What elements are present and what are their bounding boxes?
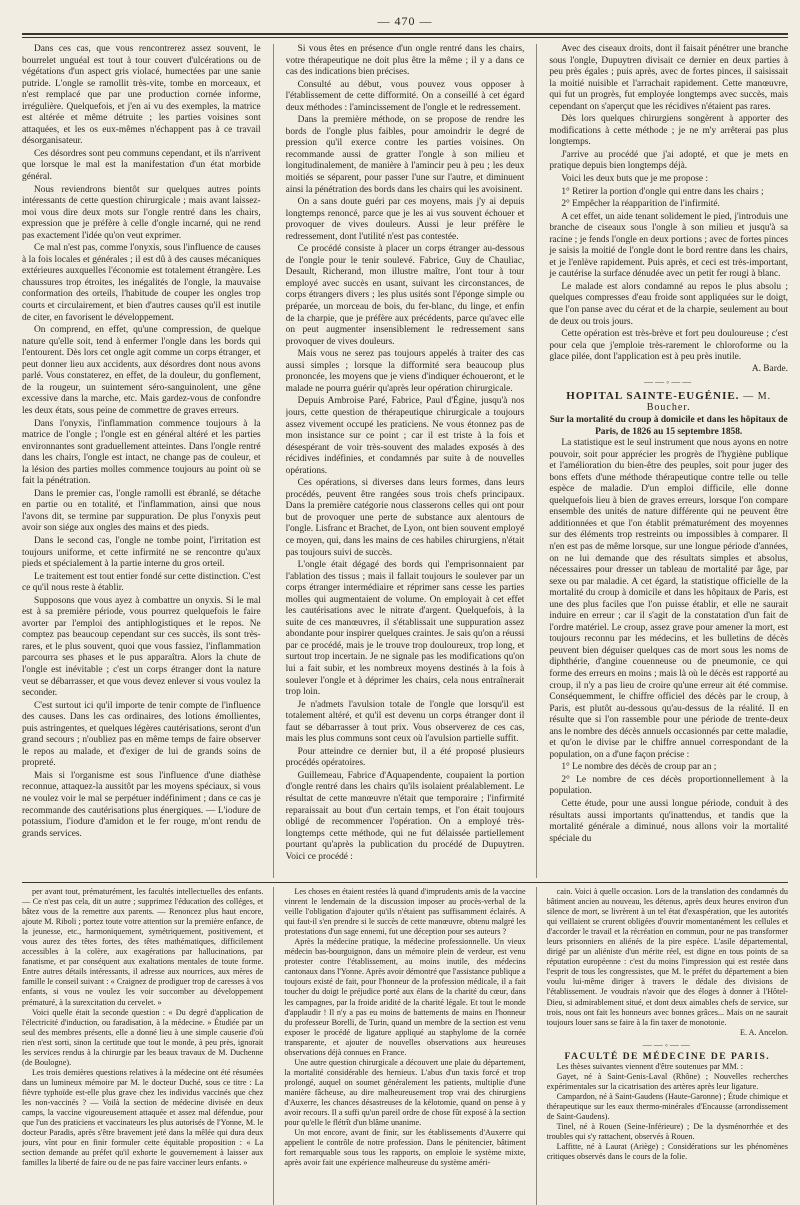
paragraph: Dans le second cas, l'ongle ne tombe point, l'irritation est toujours uniforme, et cette infirmité ne se rencontre qu'aux pieds et spécialement à la partie interne du gros orteil. bbox=[22, 535, 261, 570]
paragraph: Depuis Ambroise Paré, Fabrice, Paul d'Égine, jusqu'à nos jours, cette question de thérapeutique chirurgicale a toujours assez vivement occupé les praticiens. Ne vous étonnez pas de mon insistance sur ce point ; car il est triste à la fois et désespérant de voir très-souvent des malades exposés à des récidives indéfinies, et condamnés par suite à de nouvelles opérations. bbox=[285, 396, 525, 476]
paragraph: Je n'admets l'avulsion totale de l'ongle que lorsqu'il est totalement altéré, et qu'il est devenu un corps étranger dont il faut se débarrasser à tout prix. Vous observerez de ces cas, mais les plus communs sont ceux où l'avulsion partielle suffit. bbox=[285, 699, 525, 745]
column-1 bbox=[22, 44, 261, 878]
paragraph: La statistique est le seul instrument que nous ayons en notre pouvoir, soit pour apprécier les progrès de l'hygiène publique et l'amélioration du bien-être des peuples, soit pour juger des bons effets d'une méthode thérapeutique contre telle ou telle espèce de maladie. D'un emploi difficile, elle donne quelquefois lieu à bien de graves erreurs, lorsque l'on compare ensemble des unités de nature différente qui ne peuvent être additionnées et que l'on établit prématurément des moyennes sur des éléments trop restreints ou impossibles à comparer. Il n'en est pas de même lorsque, sur une longue période d'années, on ne lui demande que des résultats simples et absolus, nécessaires pour dresser un tableau de mortalité par âge, par sexe ou par maladie. A cet égard, la statistique officielle de la mortalité du croup à domicile et dans les hôpitaux de Paris, est une des plus faciles que l'on puisse établir, et elle ne saurait induire en erreur ; car il s'agit de la constatation d'un fait de l'ordre matériel. Le croup, assez grave pour amener la mort, est toujours reconnu par les médecins, et les bulletins de décès peuvent bien déguiser quelques cas de mort sous les noms de diphthérie, d'angine couenneuse ou de pneumonie, ce qui forme des erreurs en moins ; mais là où le décès est rapporté au croup, il n'y a pas lieu de croire qu'une erreur ait été commise. Conséquemment, le chiffre officiel des décès par le croup, à Paris, est plutôt au-dessous qu'au-dessus de la réalité. Il en résulte que si l'on rassemble pour une période de trente-deux ans le nombre des décès annuels occasionnés par cette maladie, et qu'on le divise par le chiffre annuel correspondant de la population, on a d'une façon précise : bbox=[549, 438, 788, 760]
paragraph: Dès lors quelques chirurgiens songèrent à apporter des modifications à cette méthode ; je ne m'y arrêterai pas plus longtemps. bbox=[549, 114, 788, 148]
paragraph: per avant tout, prématurément, les facultés intellectuelles des enfants. — Ce n'est pas cela, dit un autre ; supprimez l'éducation des colléges, et bâtez vous de la remettre aux parents. — Renoncez plus haut encore, ajoute M. Riboli ; portez toute votre attention sur la première enfance, de la jeunesse, etc., harmoniquement, symétriquement, positivement, et vous aurez des têtes fortes, des têtes mathématiques, difficilement accessibles à la colère, aux exagérations par hallucinations, par fanatisme, et par conséquent aux exaltations mentales de toute forme. Entre autres détails intéressants, il adresse aux nourrices, aux mères de famille le conseil suivant : « Craignez de prodiguer trop de caresses à vos enfants, si vous ne voulez les voir succomber au développement prématuré, à la surexcitation du cervelet. » bbox=[22, 887, 264, 1007]
paragraph: Dans l'onyxis, l'inflammation commence toujours à la matrice de l'ongle ; l'ongle est en général altéré et les parties environnantes sont graduellement atteintes. Dans l'ongle rentré dans les chairs, l'ongle est intact, ne change pas de couleur, et la lésion des parties molles commence toujours au point où se fait la pénétration. bbox=[22, 418, 261, 487]
feuilleton-rule bbox=[22, 882, 788, 883]
hospital-author: — M. Boucher. bbox=[646, 390, 772, 414]
paragraph: 1° Retirer la portion d'ongle qui entre dans les chairs ; bbox=[561, 186, 764, 197]
paragraph: Dans ces cas, que vous rencontrerez assez souvent, le bourrelet unguéal est tout à tour couvert d'ulcérations ou de végétations d'un aspect gris violacé, humectées par une sanie putride. L'ongle se ramollit très-vite, tombe en morceaux, et n'est remplacé que par une production cornée informe, irrégulière. Quelquefois, et j'en ai vu des exemples, la matrice est altérée et même détruite ; les parties voisines sont attaquées, et les os eux-mêmes n'échappent pas à ce travail désorganisateur. bbox=[22, 44, 261, 147]
paragraph: J'arrive au procédé que j'ai adopté, et que je mets en pratique depuis bien longtemps déjà. bbox=[549, 149, 788, 172]
croup-article-body bbox=[549, 438, 788, 845]
column-divider bbox=[536, 887, 537, 1205]
paragraph: cain. Voici à quelle occasion. Lors de la translation des condamnés du bâtiment ancien au nouveau, les détenus, après deux heures environ d'un silence de mort, se livrèrent à un tel état d'exaspération, que les autorités qui veillaient se crurent obligées d'ouvrir momentanément les cellules et d'accorder le travail et la récréation en commun, pour ne pas transformer leurs prisonniers en aliénés de la pire espèce. L'asile départemental, dirigé par un aliéniste d'un mérite réel, est digne en tous points de sa réputation européenne : c'est du moins l'impression qui est restée dans l'esprit de tous les congressistes, que M. le préfet du département a bien voulu lui-même diriger à travers le dédale des divisions de l'établissement. Je voudrais n'avoir que des éloges à donner à l'Hôtel-Dieu, si admirablement situé, et dont deux aimables chefs de service, sur trois, nous ont fait les honneurs avec bonnes grâces... Mais on ne saurait toujours louer sans se faire à la fin taxer de monotonie. bbox=[546, 887, 788, 1027]
signature-ancelon: E. A. Ancelon. bbox=[740, 1027, 788, 1037]
feuilleton-column-2 bbox=[284, 887, 525, 1205]
paragraph: Cette opération est très-brève et fort peu douloureuse ; c'est pour cela que j'emploie très-rarement le chloroforme ou la glace pilée, dont l'application est à peu près inutile. bbox=[549, 329, 788, 363]
feuilleton-column-1 bbox=[22, 887, 263, 1205]
hospital-title bbox=[549, 391, 788, 414]
paragraph: Gayet, né à Saint-Genis-Laval (Rhône) ; Nouvelles recherches expérimentales sur la cicatrisation des artères après leur ligature. bbox=[546, 1071, 788, 1091]
paragraph: Tinel, né à Rouen (Seine-Inférieure) ; De la dysménorrhée et des troubles qui s'y rattachent, observés à Rouen. bbox=[546, 1122, 788, 1142]
paragraph: Le traitement est tout entier fondé sur cette distinction. C'est ce qu'il nous reste à établir. bbox=[22, 571, 261, 594]
paragraph: C'est surtout ici qu'il importe de tenir compte de l'influence des causes. Dans les cas ordinaires, des lotions émollientes, puis astringentes, et quelques légères cautérisations, seront d'un grand secours ; n'oubliez pas en même temps de faire observer le repos au malade, et d'exiger de lui de grands soins de propreté. bbox=[22, 700, 261, 769]
signature-barde: A. Barde. bbox=[751, 363, 788, 374]
paragraph: On comprend, en effet, qu'une compression, de quelque nature qu'elle soit, tend à enfermer l'ongle dans les bords qui l'entourent. Dès lors cet ongle agit comme un corps étranger, et peut donner lieu aux accidents, aux désordres dont nous avons parlé. Vous constaterez, en effet, de la douleur, du gonflement, de la rougeur, un suintement séro-sanguinolent, une gêne excessive dans la marche, etc. Mais gardez-vous de confondre les deux états, sous peine de commettre de graves erreurs. bbox=[22, 325, 261, 416]
paragraph: Une autre question chirurgicale a découvert une plaie du département, la mortalité considérable des hernieux. L'abus d'un taxis forcé et trop prolongé, auquel on soumet généralement les patients, multiplie d'une manière fâcheuse, au dire malheureusement trop vrai des chirurgiens d'Auxerre, les chances désastreuses de la kélotomie, quand on pense à y avoir recours. Il a suffi qu'un pareil ordre de chose fût exposé à la section pour qu'elle le flétrît d'un blâme unanime. bbox=[284, 1057, 526, 1128]
page-number: — 470 — bbox=[377, 14, 433, 28]
thesis-list bbox=[547, 1062, 788, 1162]
paragraph: Dans la première méthode, on se propose de rendre les bords de l'ongle plus faibles, pour amoindrir le degré de pression qu'il exerce contre les parties voisines. On recommande aussi de gratter l'ongle à son milieu et longitudinalement, de manière à l'amincir peu à peu ; les deux moitiés se séparent, pour passer l'une sur l'autre, et diminuent ainsi la pénétration des bords dans les chairs qui les avoisinent. bbox=[285, 115, 525, 195]
paragraph: 2° Empêcher la réapparition de l'infirmité. bbox=[561, 199, 720, 210]
hospital-name: HOPITAL SAINTE-EUGÉNIE. bbox=[566, 389, 740, 402]
paragraph: Un mot encore, avant de finir, sur les établissements d'Auxerre qui appelient le contrôle de notre profession. Dans le pénitencier, bâtiment fort remarquable sous tous les rapports, on emploie le système mixte, après avoir fait une expérience malheureuse du système améri- bbox=[284, 1128, 526, 1168]
feuilleton-column-3 bbox=[547, 887, 788, 1205]
paragraph: Le malade est alors condamné au repos le plus absolu ; quelques compresses d'eau froide sont appliquées sur le doigt, que l'on panse avec du cérat et de la charpie, seulement au bout de deux ou trois jours. bbox=[549, 281, 788, 327]
faculty-title: FACULTÉ DE MÉDECINE DE PARIS. bbox=[564, 1051, 771, 1062]
paragraph: Ces opérations, si diverses dans leurs formes, dans leurs procédés, peuvent être rangées sous trois chefs principaux. Dans la première catégorie nous classerons celles qui ont pour but de provoquer une perte de substance aux alentours de l'ongle. Lisfranc et Brachet, de Lyon, ont bien souvent employé ce moyen, qui, dans les mains de ces habiles chirurgiens, n'était pas toujours suivi de succès. bbox=[285, 478, 525, 558]
paragraph: Pour atteindre ce dernier but, il a été proposé plusieurs procédés opératoires. bbox=[285, 746, 525, 769]
paragraph: Dans le premier cas, l'ongle ramolli est ébranlé, se détache en partie ou en totalité, et l'inflammation, ainsi que nous l'avons dit, se termine par suppuration. De plus l'onyxis peut avoir son siége aux ongles des mains et des pieds. bbox=[22, 488, 261, 534]
paragraph: Voici quelle était la seconde question : « Du degré d'application de l'électricité d'induction, ou faradisation, à la médecine. » Étudiée par un seul des membres présents, elle a donné lieu à une simple causerie d'où rien n'est sorti, sinon la certitude que tout le monde, à peu près, ignorait les services rendus à la chirurgie par les beaux travaux de M. Duchenne (de Boulogne). bbox=[22, 1007, 264, 1067]
paragraph: Si vous êtes en présence d'un ongle rentré dans les chairs, votre thérapeutique ne doit plus être la même ; il y a dans ce cas des indications bien précises. bbox=[285, 44, 525, 78]
paragraph: Guillemeau, Fabrice d'Aquapendente, coupaient la portion d'ongle rentré dans les chairs qu'ils isolaient préalablement. Le résultat de cette manœuvre n'était que temporaire ; l'infirmité reparaissait au bout d'un certain temps, et l'on était toujours obligé de recommencer l'opération. On a employé très-longtemps cette méthode, qui ne fut délaissée partiellement pourtant qu'après la publication du procédé de Dupuytren. Voici ce procédé : bbox=[285, 770, 525, 862]
paragraph: 1° Le nombre des décès de croup par an ; bbox=[561, 762, 717, 773]
column-divider bbox=[273, 44, 274, 878]
main-columns bbox=[22, 44, 788, 878]
paragraph: Laffitte, né à Laurat (Ariège) ; Considérations sur les phénomènes critiques observés dans le cours de la folie. bbox=[546, 1142, 788, 1162]
barde-article-end bbox=[549, 44, 788, 364]
paragraph: Consulté au début, vous pouvez vous opposer à l'établissement de cette difformité. On a conseillé à cet égard deux méthodes : l'amincissement de l'ongle et le redressement. bbox=[285, 79, 525, 113]
congress-report-end bbox=[547, 887, 788, 1028]
paragraph: Ce procédé consiste à placer un corps étranger au-dessous de l'ongle pour le tenir soulevé. Fabrice, Guy de Chauliac, Desault, Richerand, mon illustre maître, l'ont tour à tour employé avec succès en usant, suivant les circonstances, de corps étrangers divers ; les plus usités sont l'éponge simple ou préparée, un morceau de bois, du fer-blanc, du linge, et enfin de la charpie, que je préfère aux précédents, parce qu'avec elle on peut augmenter insensiblement le redressement sans provoquer de vives douleurs. bbox=[285, 244, 525, 347]
paragraph: 2° Le nombre de ces décès proportionnellement à la population. bbox=[549, 774, 788, 797]
paragraph: A cet effet, un aide tenant solidement le pied, j'introduis une branche de ciseaux sous l'ongle à son milieu et jusqu'à sa racine ; je fends l'ongle en deux portions ; avec de fortes pinces je saisis la moitié de l'ongle dont le bord rentre dans les chairs, et je l'enlève rapidement. Puis après, et ceci est très-important, je cautérise la surface dénudée avec un petit fer rougi à blanc. bbox=[549, 211, 788, 280]
paragraph: Cette étude, pour une aussi longue période, conduit à des résultats aussi importants qu'inattendus, et tandis que la mortalité générale a diminué, nous allons voir la mortalité spéciale du bbox=[549, 799, 788, 844]
paragraph: L'ongle était dégagé des bords qui l'emprisonnaient par l'ablation des tissus ; mais il fallait toujours le soulever par un corps étranger intermédiaire et réprimer sans cesse les parties molles qui augmentaient de volume. On employait à cet effet les cautérisations avec le nitrate d'argent. Quelquefois, à la suite de ces manœuvres, il s'établissait une suppuration assez abondante pour inspirer quelques craintes. Je sais qu'on a réussi par ce procédé, mais je le trouve trop douloureux, trop long, et surtout trop incertain. Je ne signale pas les modifications qu'on lui a fait subir, et les nombreux moyens destinés à la fois à soulever l'ongle et à déprimer les chairs, cela nous entraînerait trop loin. bbox=[285, 560, 525, 698]
paragraph: Voici les deux buts que je me propose : bbox=[561, 174, 709, 185]
paragraph: Les thèses suivantes viennent d'être soutenues par MM. : bbox=[556, 1061, 743, 1071]
paragraph: Ce mal n'est pas, comme l'onyxis, sous l'influence de causes à la fois locales et générales ; il est dû à des causes mécaniques extérieures auxquelles l'économie est totalement étrangère. Les chaussures trop étroites, les inégalités de l'ongle, la mauvaise conformation des orteils, l'habitude de couper les ongles trop courts et circulairement, et bien d'autres causes qu'il est inutile de citer, en favorisent le développement. bbox=[22, 243, 261, 323]
croup-article-subhead: Sur la mortalité du croup à domicile et dans les hôpitaux de Paris, de 1826 au 15 septembre 1858. bbox=[549, 414, 788, 437]
paragraph: Les trois dernières questions relatives à la médecine ont été résumées dans un lumineux mémoire par M. le docteur Duché, sous ce titre : La fièvre typhoïde est-elle plus grave chez les individus vaccinés que chez les non-vaccinés ? — Voilà la section de médecine divisée en deux camps, la vaccine vigoureusement attaquée et assez mal défendue, pour que l'un des praticiens et vaccinateurs les plus autorisés de l'Yonne, M. le docteur Paradis, après s'être bravement jeté dans la mêlée qui dura deux jours, vînt pour en finir formuler cette équitable proposition : « La section demande au préfet qu'il exhorte le gouvernement à laisser aux familles la liberté de faire ou de ne pas faire vacciner leurs enfants. » bbox=[22, 1067, 264, 1168]
column-3 bbox=[549, 44, 788, 878]
paragraph: On a sans doute guéri par ces moyens, mais j'y ai depuis longtemps renoncé, parce que je les ai vus souvent échouer et provoquer de vives douleurs. Aussi je leur préfère le redressement, dont l'utilité n'est pas contestée. bbox=[285, 197, 525, 242]
paragraph: Mais vous ne serez pas toujours appelés à traiter des cas aussi simples ; lorsque la difformité sera beaucoup plus prononcée, les moyens que je viens d'indiquer échoueront, et le malade ne pourra guérir qu'après leur opération chirurgicale. bbox=[285, 349, 525, 394]
paragraph: Mais si l'organisme est sous l'influence d'une diathèse reconnue, attaquez-la aussitôt par les moyens spéciaux, si vous ne voulez voir le mal se perpétuer indéfiniment ; dans ce cas je recommande des cautérisations plus énergiques. — L'iodure de potassium, l'iodure d'amidon et le fer rouge, m'ont rendu de grands services. bbox=[22, 770, 261, 839]
paragraph: Les choses en étaient restées là quand d'imprudents amis de la vaccine vinrent le lendemain de la discussion imposer au procès-verbal de la veille l'obligation d'ajouter qu'ils n'étaient pas suffisamment éclairés. A qui faut-il s'en prendre si le succès de cette manœuvre, obtenu malgré les protestations d'un sage ennemi, fut une déception pour ses auteurs ? bbox=[284, 887, 526, 937]
paragraph: Nous reviendrons bientôt sur quelques autres points intéressants de cette question chirurgicale ; mais avant laissez-moi vous dire deux mots sur l'ongle rentré dans les chairs, expression que je préfère à celle d'ongle incarné, qui ne rend pas exactement l'idée qu'on veut exprimer. bbox=[22, 184, 261, 241]
paragraph: Campardon, né à Saint-Gaudens (Haute-Garonne) ; Étude chimique et thérapeutique sur les eaux thermo-minérales d'Encausse (arrondissement de Saint-Gaudens). bbox=[546, 1091, 788, 1122]
paragraph: Ces désordres sont peu communs cependant, et ils n'arrivent que lorsque le mal est la manifestation d'un état morbide général. bbox=[22, 148, 261, 183]
column-2 bbox=[286, 44, 525, 878]
column-divider bbox=[273, 887, 274, 1205]
section-ornament: ——◦—— bbox=[644, 377, 694, 388]
paragraph: Avec des ciseaux droits, dont il faisait pénétrer une branche sous l'ongle, Dupuytren divisait ce dernier en deux parties à peu près égales ; puis après, avec de fortes pinces, il saisissait la moitié nuisible et l'arrachait rapidement. Cette manœuvre, qui fut un progrès, fut employée longtemps avec succès, mais cependant on s'aperçut que les récidives n'étaient pas rares. bbox=[549, 44, 788, 112]
section-ornament: ——◦—— bbox=[642, 1039, 692, 1050]
feuilleton-columns bbox=[22, 887, 788, 1205]
paragraph: Supposons que vous ayez à combattre un onyxis. Si le mal est à sa première période, vous pourrez quelquefois le faire avorter par l'emploi des antiphlogistiques et le repos. Ne comptez pas beaucoup cependant sur ces succès, ils sont très-rares, et le plus souvent, quoi que vous fassiez, l'inflammation parcourra ses phases et le pus apparaîtra. Alors la chute de l'ongle est inévitable ; c'est un corps étranger dont la nature veut se débarrasser, et que vous devez enlever si vous voulez la seconder. bbox=[22, 595, 261, 699]
paragraph: Après la médecine pratique, la médecine professionnelle. Un vieux médecin bas-bourguignon, dans un mémoire plein de verdeur, est venu protester contre l'établissement, au moins inutile, des médecins cantonaux dans l'Yonne. Après avoir démontré que l'assistance publique a toujours existé de fait, pour l'honneur de la profession médicale, il a fait toucher du doigt le préjudice porté aux élans de la charité du cœur, dans les campagnes, par la froide aridité de la charité légale. Et tout le monde d'applaudir ! Il n'y a pas eu moins de battements de mains en l'honneur du professeur Borelli, de Turin, quand un membre de la section est venu exposer le procédé de ligature appliqué au staphylome de la cornée transparente, et ajouter de nouvelles observations aux heureuses observations déjà connues en France. bbox=[284, 937, 526, 1057]
column-divider bbox=[536, 44, 537, 878]
header-rule bbox=[22, 33, 788, 38]
